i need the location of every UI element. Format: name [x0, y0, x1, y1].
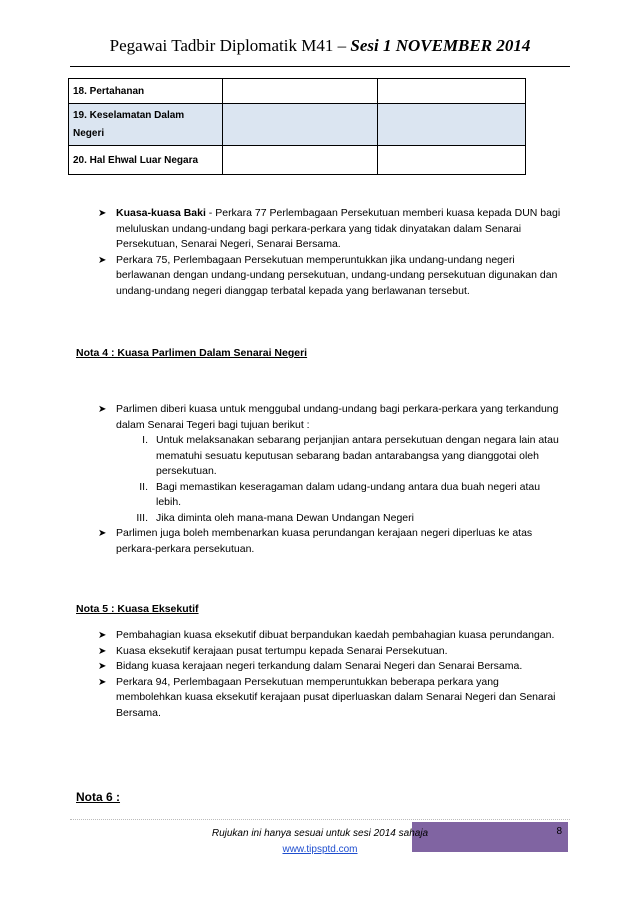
arrow-bullet-icon: ➤	[98, 208, 107, 219]
table-row	[69, 146, 526, 175]
item-number: III.	[136, 511, 148, 524]
residual-powers-section	[0, 206, 638, 299]
table-cell-subject: 18. Pertahanan	[69, 79, 223, 104]
header-divider	[70, 66, 570, 67]
arrow-bullet-icon: ➤	[98, 661, 107, 672]
item-text: Bagi memastikan keseragaman dalam udang-undang antara dua buah negeri atau lebih.	[156, 480, 541, 508]
list-item	[0, 402, 562, 433]
item-text: Untuk melaksanakan sebarang perjanjian antara persekutuan dengan negara lain atau mematuhi sesuatu keputusan sebarang badan antarabangsa yang dianggotai oleh persekutuan.	[156, 434, 559, 477]
table-row	[69, 79, 526, 104]
header-title: Pegawai Tadbir Diplomatik M41 –	[109, 36, 351, 55]
arrow-bullet-icon: ➤	[98, 528, 107, 539]
bullet-text: Pembahagian kuasa eksekutif dibuat berpandukan kaedah pembahagian kuasa perundangan.	[116, 629, 555, 641]
bullet-text: Perkara 75, Perlembagaan Persekutuan memperuntukkan jika undang-undang negeri berlawanan dengan undang-undang persekutuan, undang-undang persekutuan digunakan dan undang-undang negeri dianggap terbatal kepada yang berlawanan tersebut.	[116, 253, 558, 297]
arrow-bullet-icon: ➤	[98, 645, 107, 657]
numbered-item	[0, 511, 562, 527]
table-cell-subject: 19. Keselamatan Dalam Negeri	[69, 104, 223, 146]
bullet-text: Parlimen juga boleh membenarkan kuasa perundangan kerajaan negeri diperluas ke atas perkara-perkara persekutuan.	[116, 527, 533, 555]
list-item	[0, 206, 562, 253]
footer-note-text: Rujukan ini hanya sesuai untuk sesi 2014 sahaja	[211, 828, 429, 839]
numbered-item	[0, 480, 562, 511]
bullet-text: Kuasa eksekutif kerajaan pusat tertumpu kepada Senarai Persekutuan.	[116, 644, 448, 657]
subject-table	[68, 78, 526, 175]
arrow-bullet-icon: ➤	[98, 254, 107, 266]
item-number: II.	[139, 480, 148, 493]
arrow-bullet-icon: ➤	[98, 404, 107, 415]
table-cell-empty	[378, 146, 526, 175]
table-row	[69, 104, 526, 146]
arrow-bullet-icon: ➤	[98, 676, 107, 688]
bullet-text: - Perkara 77 Perlembagaan Persekutuan memberi kuasa kepada DUN bagi meluluskan undang-undang bagi perkara-perkara yang tidak dinyatakan dalam Senarai Persekutuan, Senarai Negeri, Senarai Bersama.	[116, 207, 561, 250]
footer-divider	[70, 819, 570, 820]
list-item	[0, 675, 562, 722]
nota6-heading: Nota 6 :	[76, 790, 121, 804]
page-header	[70, 36, 570, 56]
table-cell-empty	[378, 79, 526, 104]
arrow-bullet-icon: ➤	[98, 630, 107, 641]
list-item	[0, 644, 562, 660]
table-cell-empty	[223, 146, 378, 175]
header-session: Sesi 1 NOVEMBER 2014	[350, 36, 531, 55]
table-cell-subject: 20. Hal Ehwal Luar Negara	[69, 146, 223, 175]
item-text: Jika diminta oleh mana-mana Dewan Undangan Negeri	[156, 511, 414, 524]
table-cell-empty	[223, 104, 378, 146]
nota5-section	[0, 628, 638, 721]
nota5-heading: Nota 5 : Kuasa Eksekutif	[76, 603, 199, 615]
nota4-heading: Nota 4 : Kuasa Parlimen Dalam Senarai Negeri	[76, 347, 308, 359]
bullet-text: Perkara 94, Perlembagaan Persekutuan memperuntukkan beberapa perkara yang membolehkan kuasa eksekutif kerajaan pusat diperluaskan dalam Senarai Negeri dan Senarai Bersama.	[116, 675, 556, 719]
list-item	[0, 526, 562, 557]
list-item	[0, 253, 562, 300]
page-number: 8	[556, 826, 562, 837]
bullet-text: Bidang kuasa kerajaan negeri terkandung dalam Senarai Negeri dan Senarai Bersama.	[116, 660, 523, 672]
footer-link[interactable]: www.tipsptd.com	[282, 844, 358, 855]
list-item	[0, 659, 562, 675]
bullet-text: Parlimen diberi kuasa untuk menggubal undang-undang bagi perkara-perkara yang terkandung dalam Senarai Tegeri bagi tujuan berikut :	[116, 403, 559, 431]
bullet-bold-term: Kuasa-kuasa Baki	[116, 207, 206, 219]
list-item	[0, 628, 562, 644]
table-cell-empty	[378, 104, 526, 146]
item-number: I.	[142, 434, 148, 446]
table-cell-empty	[223, 79, 378, 104]
footer-note	[170, 826, 470, 858]
nota4-section	[0, 402, 638, 557]
numbered-item	[0, 433, 562, 480]
